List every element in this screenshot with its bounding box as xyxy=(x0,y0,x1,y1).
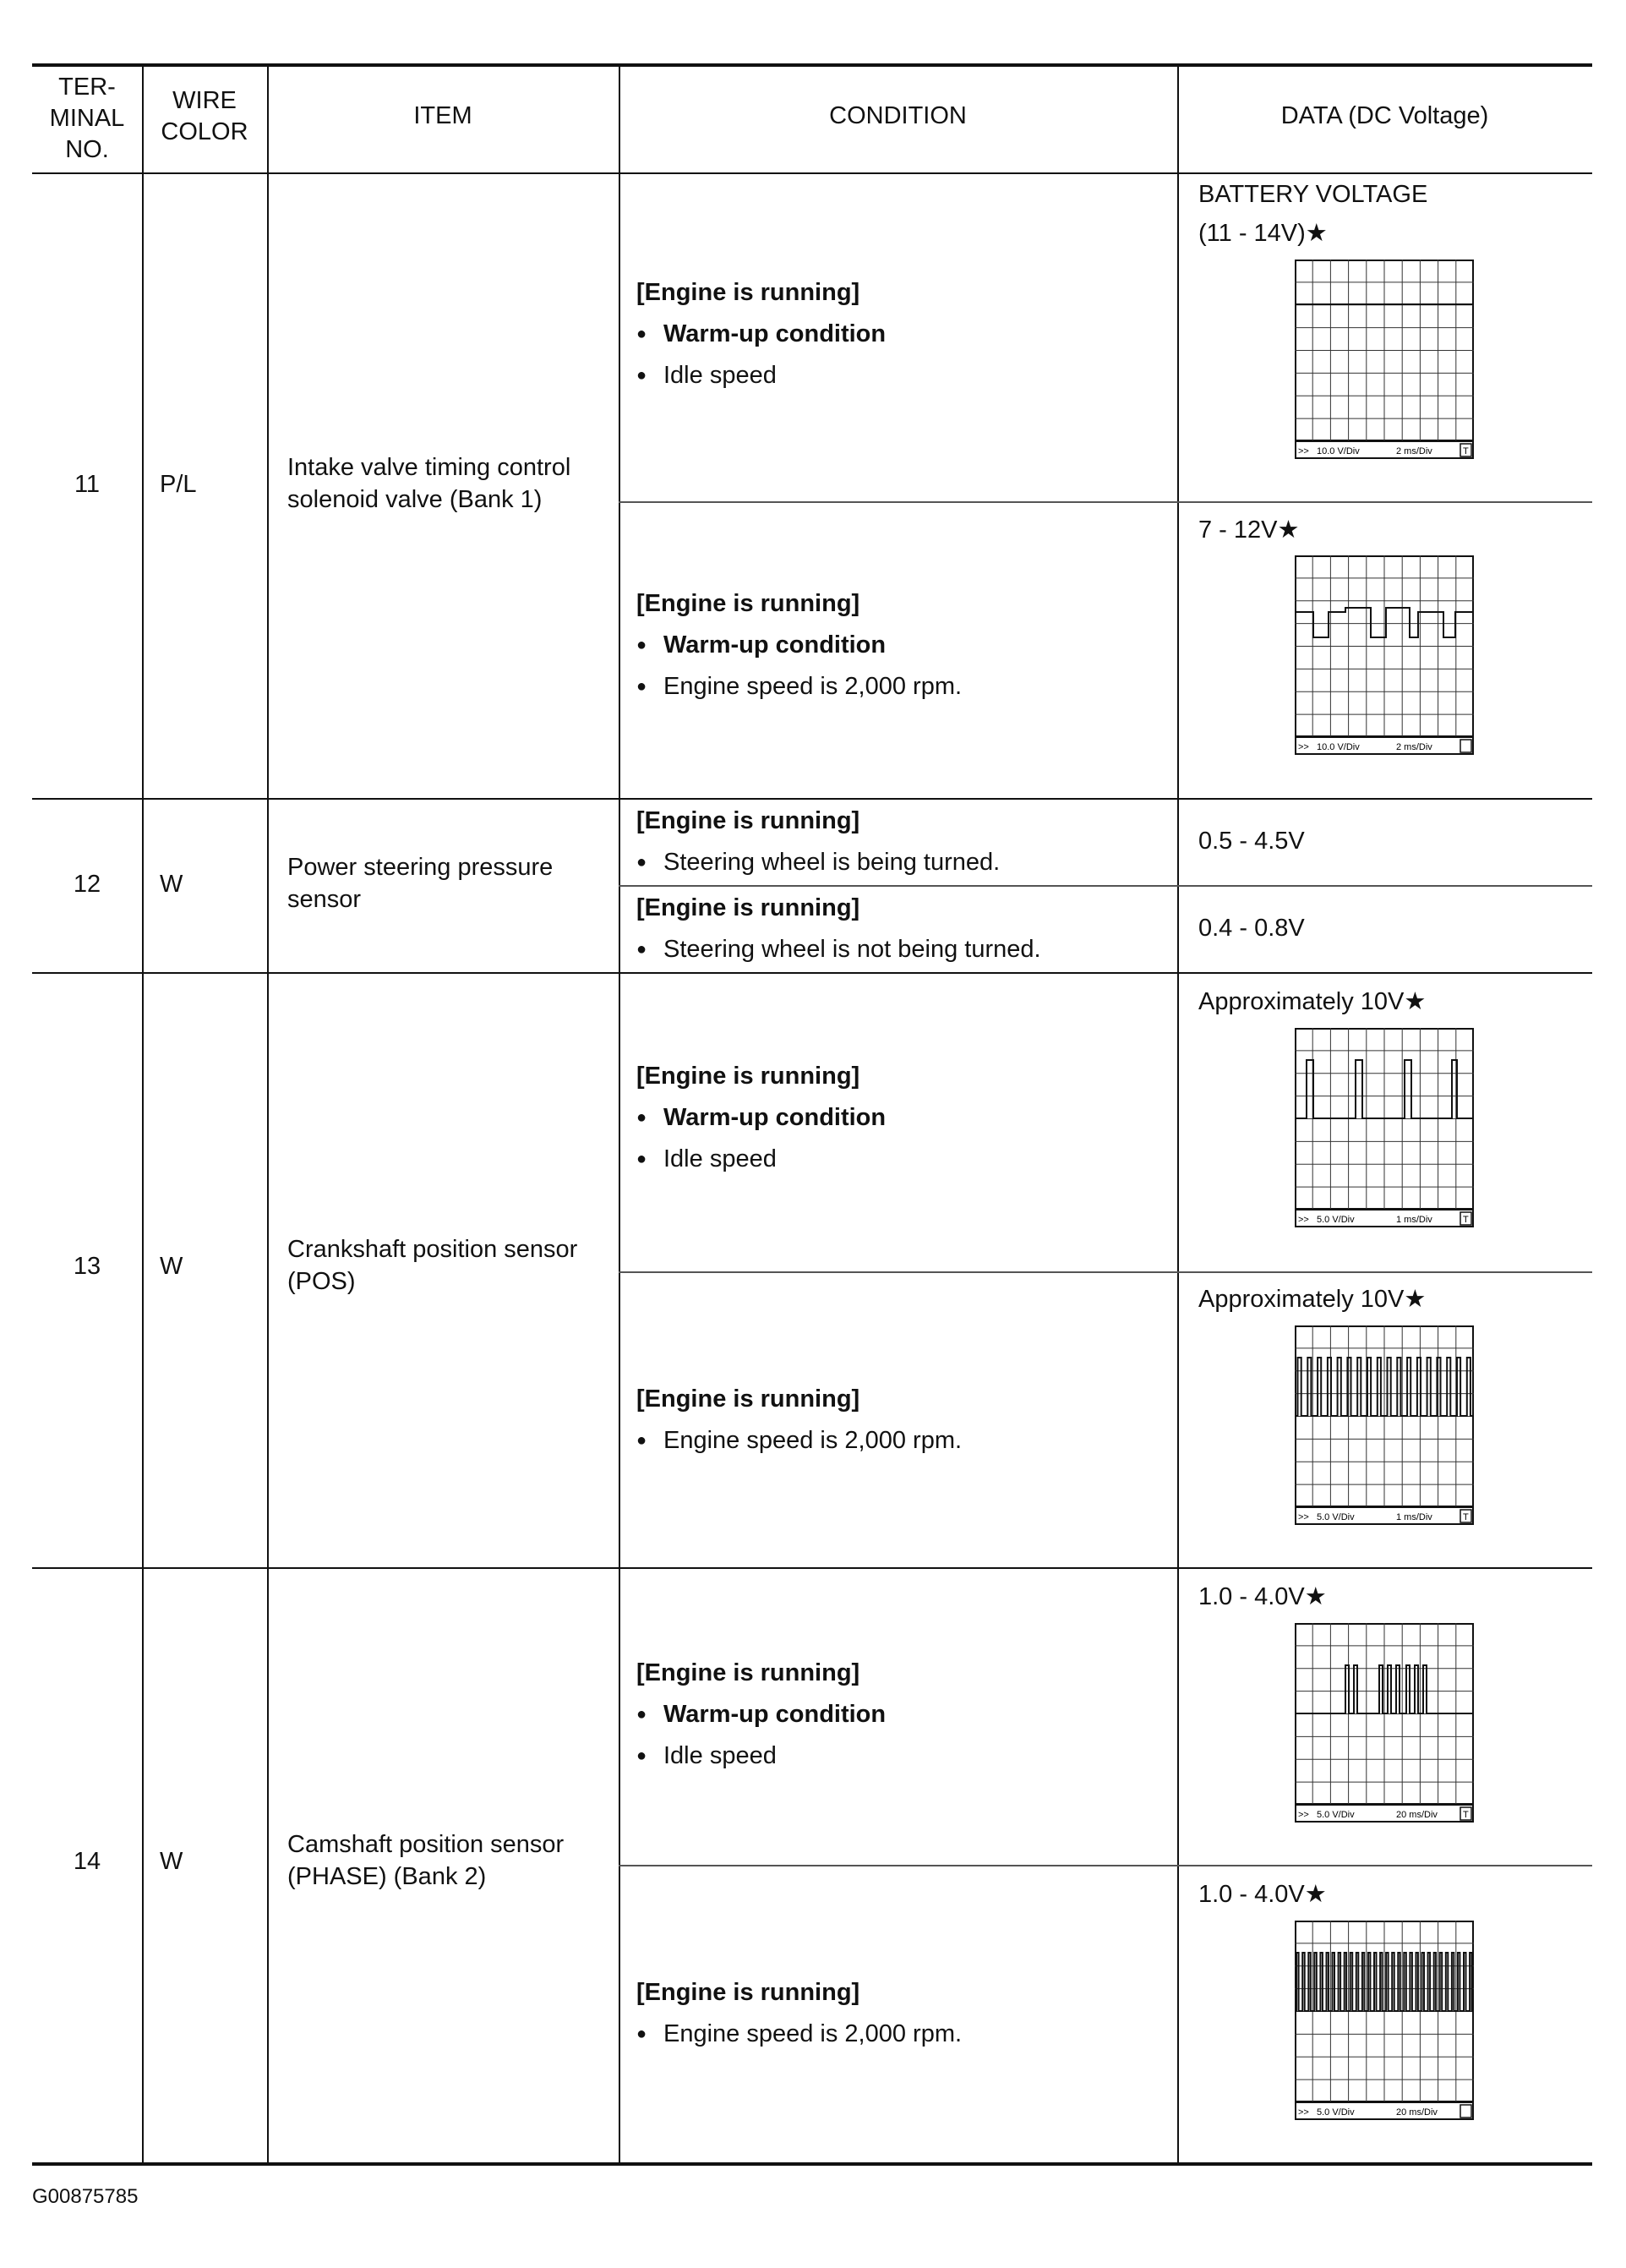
terminal-13: 13 xyxy=(73,1253,101,1280)
header-wire-color: WIRE COLOR xyxy=(161,87,248,145)
item-14: Camshaft position sensor (PHASE) (Bank 2) xyxy=(287,1831,565,1890)
scope-prompt: >> xyxy=(1298,2107,1309,2118)
condition-13-b: [Engine is running] ● Engine speed is 2,000 rpm. xyxy=(636,1379,962,1462)
scope-time-div: 20 ms/Div xyxy=(1396,2107,1438,2118)
row-divider xyxy=(32,972,1592,974)
scope-time-div: 2 ms/Div xyxy=(1396,446,1432,456)
scope-trigger: T xyxy=(1463,1512,1469,1522)
sub-row-divider xyxy=(619,885,1592,887)
scope-prompt: >> xyxy=(1298,742,1309,752)
item-12: Power steering pressure sensor xyxy=(287,854,554,913)
header-data: DATA (DC Voltage) xyxy=(1280,102,1489,129)
condition-11-b: [Engine is running] ● Warm-up condition ● Engine speed is 2,000 rpm. xyxy=(636,583,962,708)
header-item: ITEM xyxy=(413,102,472,129)
condition-12-a: [Engine is running] ● Steering wheel is being turned. xyxy=(636,801,1000,883)
scope-prompt: >> xyxy=(1298,1810,1309,1820)
column-divider xyxy=(1177,67,1179,2162)
data-11-a: BATTERY VOLTAGE (11 - 14V) ★ xyxy=(1198,175,1427,253)
wire-color-13: W xyxy=(160,1253,183,1280)
condition-14-b: [Engine is running] ● Engine speed is 2,000 rpm. xyxy=(636,1972,962,2055)
sub-row-divider xyxy=(619,1271,1592,1273)
scope-trigger: T xyxy=(1463,446,1469,456)
condition-13-a: [Engine is running] ● Warm-up condition ● Idle speed xyxy=(636,1056,886,1180)
oscilloscope-13-a xyxy=(1295,1028,1474,1228)
header-condition: CONDITION xyxy=(829,102,967,129)
row-divider xyxy=(32,798,1592,800)
header-terminal-no: TER- MINAL NO. xyxy=(49,74,125,163)
wire-color-12: W xyxy=(160,871,183,898)
item-13: Crankshaft position sensor (POS) xyxy=(287,1236,578,1295)
terminal-11: 11 xyxy=(74,471,101,498)
scope-prompt: >> xyxy=(1298,446,1309,456)
scope-time-div: 2 ms/Div xyxy=(1396,742,1432,752)
sub-row-divider xyxy=(619,501,1592,503)
oscilloscope-11-a xyxy=(1295,260,1474,460)
oscilloscope-14-a xyxy=(1295,1623,1474,1823)
scope-volts-div: 5.0 V/Div xyxy=(1317,1512,1355,1522)
data-14-b: 1.0 - 4.0V ★ xyxy=(1198,1875,1327,1914)
condition-12-b: [Engine is running] ● Steering wheel is not being turned. xyxy=(636,888,1041,970)
data-14-a: 1.0 - 4.0V ★ xyxy=(1198,1577,1327,1616)
scope-prompt: >> xyxy=(1298,1215,1309,1225)
scope-volts-div: 10.0 V/Div xyxy=(1317,446,1360,456)
scope-trigger: T xyxy=(1463,1810,1469,1820)
scope-volts-div: 5.0 V/Div xyxy=(1317,1215,1355,1225)
terminal-14: 14 xyxy=(73,1848,101,1875)
scope-prompt: >> xyxy=(1298,1512,1309,1522)
scope-time-div: 1 ms/Div xyxy=(1396,1215,1432,1225)
data-12-a: 0.5 - 4.5V xyxy=(1198,828,1305,855)
row-divider xyxy=(32,1567,1592,1569)
column-divider xyxy=(267,67,269,2162)
scope-time-div: 20 ms/Div xyxy=(1396,1810,1438,1820)
oscilloscope-14-b xyxy=(1295,1921,1474,2121)
oscilloscope-13-b xyxy=(1295,1325,1474,1526)
scope-volts-div: 5.0 V/Div xyxy=(1317,1810,1355,1820)
terminal-data-table xyxy=(32,63,1592,2166)
condition-14-a: [Engine is running] ● Warm-up condition ● Idle speed xyxy=(636,1653,886,1777)
terminal-12: 12 xyxy=(73,871,101,898)
column-divider xyxy=(619,67,620,2162)
data-13-b: Approximately 10V ★ xyxy=(1198,1280,1426,1319)
scope-volts-div: 10.0 V/Div xyxy=(1317,742,1360,752)
header-divider xyxy=(32,172,1592,174)
data-11-b: 7 - 12V ★ xyxy=(1198,511,1300,549)
scope-volts-div: 5.0 V/Div xyxy=(1317,2107,1355,2118)
column-divider xyxy=(142,67,144,2162)
sub-row-divider xyxy=(619,1865,1592,1866)
figure-code: G00875785 xyxy=(32,2185,139,2208)
oscilloscope-11-b xyxy=(1295,555,1474,756)
scope-time-div: 1 ms/Div xyxy=(1396,1512,1432,1522)
scope-trigger: T xyxy=(1463,1215,1469,1225)
item-11: Intake valve timing control solenoid valve (Bank 1) xyxy=(287,454,571,513)
data-13-a: Approximately 10V ★ xyxy=(1198,982,1426,1021)
wire-color-11: P/L xyxy=(160,471,197,498)
wire-color-14: W xyxy=(160,1848,183,1875)
condition-11-a: [Engine is running] ● Warm-up condition ● Idle speed xyxy=(636,272,886,396)
data-12-b: 0.4 - 0.8V xyxy=(1198,915,1305,942)
